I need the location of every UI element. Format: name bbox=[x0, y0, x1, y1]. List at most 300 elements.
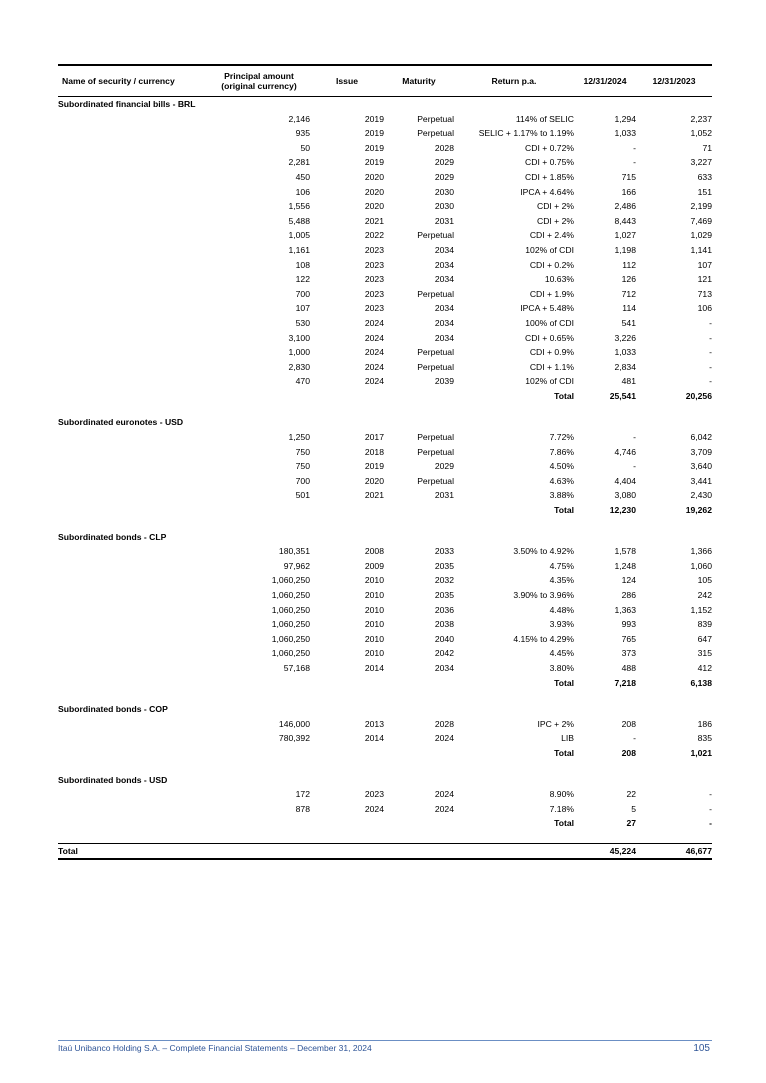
issue-year: 2021 bbox=[364, 490, 384, 501]
total-2024: 27 bbox=[626, 818, 636, 829]
return-rate: 3.80% bbox=[549, 662, 574, 673]
return-rate: CDI + 2.4% bbox=[529, 230, 574, 241]
maturity: 2032 bbox=[434, 575, 454, 586]
principal-amount: 97,962 bbox=[283, 560, 310, 571]
value-2024: 373 bbox=[621, 648, 636, 659]
principal-amount: 530 bbox=[295, 317, 310, 328]
issue-year: 2009 bbox=[364, 560, 384, 571]
value-2024: - bbox=[633, 432, 636, 443]
total-label: Total bbox=[554, 390, 574, 401]
principal-amount: 1,250 bbox=[288, 432, 310, 443]
maturity: 2038 bbox=[434, 619, 454, 630]
principal-amount: 1,060,250 bbox=[271, 590, 310, 600]
table-row bbox=[58, 646, 712, 661]
issue-year: 2024 bbox=[364, 376, 384, 387]
principal-amount: 2,830 bbox=[288, 361, 310, 372]
issue-year: 2014 bbox=[364, 662, 384, 673]
value-2023: 3,227 bbox=[690, 157, 712, 168]
return-rate: 8.90% bbox=[549, 789, 574, 800]
return-rate: 4.75% bbox=[549, 560, 574, 571]
spacer-row bbox=[58, 761, 712, 773]
value-2023: - bbox=[709, 376, 712, 387]
value-2024: 481 bbox=[621, 376, 636, 387]
return-rate: 102% of CDI bbox=[525, 244, 574, 255]
table-header-row bbox=[58, 65, 712, 97]
total-2023: 6,138 bbox=[690, 677, 712, 688]
principal-amount: 107 bbox=[295, 303, 310, 314]
issue-year: 2024 bbox=[364, 361, 384, 372]
value-2023: 839 bbox=[697, 619, 712, 630]
issue-year: 2023 bbox=[364, 303, 384, 314]
maturity: 2024 bbox=[434, 733, 454, 744]
maturity: Perpetual bbox=[417, 361, 454, 372]
return-rate: 7.18% bbox=[549, 803, 574, 814]
value-2024: 715 bbox=[621, 171, 636, 182]
maturity: 2034 bbox=[434, 259, 454, 270]
return-rate: CDI + 2% bbox=[536, 215, 574, 226]
value-2024: 1,363 bbox=[614, 604, 636, 615]
table-row bbox=[58, 185, 712, 200]
issue-year: 2020 bbox=[364, 171, 384, 182]
maturity: 2034 bbox=[434, 274, 454, 285]
value-2023: - bbox=[709, 789, 712, 800]
value-2023: 2,237 bbox=[690, 113, 712, 124]
row-name-cell bbox=[58, 258, 208, 273]
maturity: 2028 bbox=[434, 142, 454, 153]
principal-amount: 50 bbox=[300, 142, 310, 153]
issue-year: 2014 bbox=[364, 733, 384, 744]
issue-year: 2019 bbox=[364, 128, 384, 139]
header-principal-line1: Principal amount bbox=[224, 71, 294, 81]
row-name-cell bbox=[58, 185, 208, 200]
table-row bbox=[58, 459, 712, 474]
value-2024: 765 bbox=[621, 633, 636, 644]
table-row bbox=[58, 214, 712, 229]
principal-amount: 470 bbox=[295, 376, 310, 387]
return-rate: 4.45% bbox=[549, 648, 574, 659]
value-2023: 1,052 bbox=[690, 128, 712, 139]
maturity: 2034 bbox=[434, 244, 454, 255]
value-2024: 3,080 bbox=[614, 490, 636, 501]
value-2023: 647 bbox=[697, 633, 712, 644]
row-name-cell bbox=[58, 199, 208, 214]
issue-year: 2010 bbox=[364, 604, 384, 615]
spacer-cell bbox=[58, 403, 712, 415]
issue-year: 2010 bbox=[364, 648, 384, 659]
spacer-cell bbox=[58, 518, 712, 530]
return-rate: IPCA + 4.64% bbox=[520, 186, 574, 197]
empty-cell bbox=[208, 816, 310, 831]
value-2023: 713 bbox=[697, 288, 712, 299]
row-name-cell bbox=[58, 474, 208, 489]
total-label: Total bbox=[554, 677, 574, 688]
total-2023: 19,262 bbox=[685, 505, 712, 516]
empty-cell bbox=[384, 746, 454, 761]
value-2023: 1,152 bbox=[690, 604, 712, 615]
row-name-cell bbox=[58, 661, 208, 676]
return-rate: CDI + 2% bbox=[536, 201, 574, 212]
value-2023: 3,441 bbox=[690, 475, 712, 486]
principal-amount: 3,100 bbox=[288, 332, 310, 343]
value-2024: 4,404 bbox=[614, 475, 636, 486]
value-2023: 1,366 bbox=[690, 546, 712, 557]
principal-amount: 780,392 bbox=[278, 733, 310, 744]
row-name-cell bbox=[58, 559, 208, 574]
row-name-cell bbox=[58, 141, 208, 156]
principal-amount: 1,005 bbox=[288, 230, 310, 241]
return-rate: 4.15% to 4.29% bbox=[513, 633, 574, 644]
return-rate: 3.90% to 3.96% bbox=[513, 590, 574, 600]
total-2023: 1,021 bbox=[690, 747, 712, 758]
principal-amount: 172 bbox=[295, 789, 310, 800]
table-row bbox=[58, 170, 712, 185]
return-rate: 7.86% bbox=[549, 446, 574, 457]
maturity: 2029 bbox=[434, 171, 454, 182]
value-2024: 3,226 bbox=[614, 332, 636, 343]
principal-amount: 501 bbox=[295, 490, 310, 501]
spacer-row bbox=[58, 518, 712, 530]
issue-year: 2024 bbox=[364, 803, 384, 814]
section-title: Subordinated bonds - COP bbox=[58, 704, 168, 715]
table-row bbox=[58, 661, 712, 676]
value-2023: 106 bbox=[697, 303, 712, 314]
principal-amount: 1,060,250 bbox=[271, 633, 310, 644]
value-2024: 1,033 bbox=[614, 347, 636, 358]
principal-amount: 750 bbox=[295, 446, 310, 457]
empty-cell bbox=[310, 676, 384, 691]
total-label: Total bbox=[554, 747, 574, 758]
table-row bbox=[58, 430, 712, 445]
spacer-row bbox=[58, 690, 712, 702]
total-2023: 20,256 bbox=[685, 390, 712, 401]
value-2024: 993 bbox=[621, 619, 636, 630]
maturity: 2024 bbox=[434, 789, 454, 800]
row-name-cell bbox=[58, 445, 208, 460]
page-number: 105 bbox=[693, 1043, 710, 1054]
row-name-cell bbox=[58, 717, 208, 732]
grand-total-2024: 45,224 bbox=[574, 843, 636, 859]
value-2024: 5 bbox=[631, 803, 636, 814]
issue-year: 2024 bbox=[364, 347, 384, 358]
table-row bbox=[58, 360, 712, 375]
value-2023: 6,042 bbox=[690, 432, 712, 443]
principal-amount: 1,060,250 bbox=[271, 604, 310, 615]
maturity: Perpetual bbox=[417, 113, 454, 124]
value-2024: 208 bbox=[621, 718, 636, 729]
table-row bbox=[58, 617, 712, 632]
issue-year: 2019 bbox=[364, 157, 384, 168]
issue-year: 2023 bbox=[364, 259, 384, 270]
row-name-cell bbox=[58, 243, 208, 258]
value-2023: 1,029 bbox=[690, 230, 712, 241]
value-2023: 412 bbox=[697, 662, 712, 673]
value-2024: 2,834 bbox=[614, 361, 636, 372]
section-title-row bbox=[58, 415, 712, 430]
total-2023: - bbox=[709, 818, 712, 829]
maturity: 2034 bbox=[434, 317, 454, 328]
subordinated-debt-table bbox=[58, 64, 712, 860]
row-name-cell bbox=[58, 617, 208, 632]
return-rate: 114% of SELIC bbox=[515, 113, 574, 124]
value-2023: - bbox=[709, 347, 712, 358]
row-name-cell bbox=[58, 430, 208, 445]
value-2024: 112 bbox=[622, 259, 636, 270]
table-row bbox=[58, 603, 712, 618]
table-row bbox=[58, 787, 712, 802]
empty-cell bbox=[310, 843, 384, 859]
value-2023: 1,060 bbox=[690, 560, 712, 571]
issue-year: 2020 bbox=[364, 201, 384, 212]
header-principal-line2: (original currency) bbox=[221, 81, 297, 91]
value-2024: 1,294 bbox=[614, 113, 636, 124]
row-name-cell bbox=[58, 316, 208, 331]
principal-amount: 108 bbox=[295, 259, 310, 270]
value-2023: - bbox=[709, 803, 712, 814]
issue-year: 2020 bbox=[364, 186, 384, 197]
value-2024: 166 bbox=[621, 186, 636, 197]
return-rate: 3.93% bbox=[549, 619, 574, 630]
table-row bbox=[58, 243, 712, 258]
maturity: Perpetual bbox=[417, 446, 454, 457]
value-2024: 114 bbox=[622, 303, 636, 314]
return-rate: 4.63% bbox=[549, 475, 574, 486]
row-name-cell bbox=[58, 214, 208, 229]
value-2023: 835 bbox=[697, 733, 712, 744]
row-name-cell bbox=[58, 374, 208, 389]
return-rate: IPCA + 5.48% bbox=[520, 303, 574, 314]
value-2023: 186 bbox=[697, 718, 712, 729]
value-2024: 2,486 bbox=[614, 201, 636, 212]
principal-amount: 750 bbox=[295, 461, 310, 472]
return-rate: CDI + 0.75% bbox=[525, 157, 574, 168]
return-rate: CDI + 1.85% bbox=[525, 171, 574, 182]
table-row bbox=[58, 199, 712, 214]
return-rate: IPC + 2% bbox=[537, 718, 574, 729]
spacer-cell bbox=[58, 831, 712, 844]
empty-cell bbox=[310, 389, 384, 404]
table-row bbox=[58, 632, 712, 647]
principal-amount: 1,060,250 bbox=[271, 648, 310, 659]
maturity: 2031 bbox=[434, 215, 454, 226]
maturity: 2031 bbox=[434, 490, 454, 501]
row-name-cell bbox=[58, 272, 208, 287]
value-2023: 633 bbox=[697, 171, 712, 182]
empty-cell bbox=[208, 676, 310, 691]
section-title-row bbox=[58, 530, 712, 545]
return-rate: 3.50% to 4.92% bbox=[513, 546, 574, 557]
return-rate: 100% of CDI bbox=[525, 317, 574, 328]
table-row bbox=[58, 141, 712, 156]
table-row bbox=[58, 272, 712, 287]
issue-year: 2021 bbox=[364, 215, 384, 226]
return-rate: 4.35% bbox=[549, 575, 574, 586]
row-name-cell bbox=[58, 632, 208, 647]
table-row bbox=[58, 126, 712, 141]
value-2024: 8,443 bbox=[614, 215, 636, 226]
spacer-cell bbox=[58, 690, 712, 702]
total-2024: 7,218 bbox=[614, 677, 636, 688]
table-row bbox=[58, 228, 712, 243]
maturity: 2033 bbox=[434, 546, 454, 557]
row-name-cell bbox=[58, 112, 208, 127]
value-2024: 126 bbox=[621, 274, 636, 285]
row-name-cell bbox=[58, 360, 208, 375]
total-2024: 25,541 bbox=[609, 390, 636, 401]
value-2023: 107 bbox=[697, 259, 712, 270]
maturity: Perpetual bbox=[417, 347, 454, 358]
principal-amount: 1,000 bbox=[288, 347, 310, 358]
value-2024: 541 bbox=[621, 317, 636, 328]
table-row bbox=[58, 374, 712, 389]
total-2024: 12,230 bbox=[609, 505, 636, 516]
return-rate: CDI + 0.72% bbox=[525, 142, 574, 153]
spacer-cell bbox=[58, 761, 712, 773]
maturity: 2030 bbox=[434, 186, 454, 197]
issue-year: 2020 bbox=[364, 475, 384, 486]
row-name-cell bbox=[58, 301, 208, 316]
table-row bbox=[58, 316, 712, 331]
row-name-cell bbox=[58, 802, 208, 817]
total-label: Total bbox=[554, 505, 574, 516]
issue-year: 2024 bbox=[364, 317, 384, 328]
principal-amount: 2,146 bbox=[288, 113, 310, 124]
principal-amount: 935 bbox=[295, 128, 310, 139]
return-rate: 4.50% bbox=[549, 461, 574, 472]
grand-total-row bbox=[58, 843, 712, 859]
maturity: 2030 bbox=[434, 201, 454, 212]
table-row bbox=[58, 331, 712, 346]
section-title: Subordinated financial bills - BRL bbox=[58, 99, 196, 109]
empty-cell bbox=[58, 746, 208, 761]
principal-amount: 878 bbox=[295, 803, 310, 814]
value-2023: 105 bbox=[697, 575, 712, 586]
return-rate: 4.48% bbox=[549, 604, 574, 615]
row-name-cell bbox=[58, 287, 208, 302]
maturity: 2039 bbox=[434, 376, 454, 387]
issue-year: 2022 bbox=[364, 230, 384, 241]
row-name-cell bbox=[58, 126, 208, 141]
value-2024: 488 bbox=[621, 662, 636, 673]
empty-cell bbox=[384, 816, 454, 831]
maturity: 2029 bbox=[434, 157, 454, 168]
maturity: 2035 bbox=[434, 560, 454, 571]
empty-cell bbox=[208, 503, 310, 518]
value-2023: 71 bbox=[702, 142, 712, 153]
row-name-cell bbox=[58, 459, 208, 474]
empty-cell bbox=[58, 676, 208, 691]
maturity: 2034 bbox=[434, 332, 454, 343]
empty-cell bbox=[384, 843, 454, 859]
total-2024: 208 bbox=[621, 747, 636, 758]
principal-amount: 1,060,250 bbox=[271, 575, 310, 586]
value-2024: 1,578 bbox=[614, 546, 636, 557]
value-2023: - bbox=[709, 361, 712, 372]
table-row bbox=[58, 588, 712, 603]
return-rate: CDI + 1.1% bbox=[529, 361, 574, 372]
value-2024: - bbox=[633, 733, 636, 744]
row-name-cell bbox=[58, 544, 208, 559]
section-total-row bbox=[58, 503, 712, 518]
principal-amount: 1,556 bbox=[288, 201, 310, 212]
value-2024: - bbox=[633, 461, 636, 472]
section-title-row bbox=[58, 702, 712, 717]
value-2024: 1,198 bbox=[614, 244, 636, 255]
empty-cell bbox=[384, 676, 454, 691]
issue-year: 2023 bbox=[364, 789, 384, 800]
header-maturity: Maturity bbox=[384, 65, 454, 97]
row-name-cell bbox=[58, 731, 208, 746]
value-2023: 1,141 bbox=[690, 244, 712, 255]
table-row bbox=[58, 474, 712, 489]
value-2023: 7,469 bbox=[690, 215, 712, 226]
issue-year: 2010 bbox=[364, 575, 384, 586]
spacer-row bbox=[58, 831, 712, 844]
header-2024: 12/31/2024 bbox=[574, 65, 636, 97]
value-2024: 712 bbox=[621, 288, 636, 299]
row-name-cell bbox=[58, 787, 208, 802]
value-2024: 1,033 bbox=[614, 128, 636, 139]
maturity: 2028 bbox=[434, 718, 454, 729]
maturity: 2040 bbox=[434, 633, 454, 644]
table-row bbox=[58, 731, 712, 746]
row-name-cell bbox=[58, 155, 208, 170]
value-2023: 3,709 bbox=[690, 446, 712, 457]
issue-year: 2023 bbox=[364, 288, 384, 299]
section-title: Subordinated euronotes - USD bbox=[58, 417, 184, 428]
empty-cell bbox=[310, 816, 384, 831]
value-2023: - bbox=[709, 317, 712, 328]
row-name-cell bbox=[58, 588, 208, 603]
row-name-cell bbox=[58, 345, 208, 360]
table-body bbox=[58, 97, 712, 859]
value-2024: 1,248 bbox=[614, 560, 636, 571]
table-row bbox=[58, 287, 712, 302]
value-2024: 4,746 bbox=[614, 446, 636, 457]
maturity: Perpetual bbox=[417, 230, 454, 241]
table-row bbox=[58, 488, 712, 503]
issue-year: 2010 bbox=[364, 633, 384, 644]
section-total-row bbox=[58, 816, 712, 831]
table-row bbox=[58, 717, 712, 732]
empty-cell bbox=[58, 503, 208, 518]
row-name-cell bbox=[58, 488, 208, 503]
value-2023: 242 bbox=[697, 590, 712, 600]
table-row bbox=[58, 544, 712, 559]
maturity: 2042 bbox=[434, 648, 454, 659]
maturity: Perpetual bbox=[417, 432, 454, 443]
maturity: 2034 bbox=[434, 662, 454, 673]
principal-amount: 1,060,250 bbox=[271, 619, 310, 630]
header-principal bbox=[208, 65, 310, 97]
section-title: Subordinated bonds - USD bbox=[58, 774, 168, 785]
return-rate: 102% of CDI bbox=[525, 376, 574, 387]
section-total-row bbox=[58, 746, 712, 761]
row-name-cell bbox=[58, 603, 208, 618]
principal-amount: 106 bbox=[295, 186, 310, 197]
issue-year: 2018 bbox=[364, 446, 384, 457]
issue-year: 2023 bbox=[364, 244, 384, 255]
header-2023: 12/31/2023 bbox=[636, 65, 712, 97]
table-row bbox=[58, 445, 712, 460]
return-rate: CDI + 0.2% bbox=[529, 259, 574, 270]
principal-amount: 57,168 bbox=[283, 662, 310, 673]
value-2023: 2,199 bbox=[690, 201, 712, 212]
principal-amount: 2,281 bbox=[288, 157, 310, 168]
return-rate: CDI + 1.9% bbox=[529, 288, 574, 299]
value-2023: 2,430 bbox=[690, 490, 712, 501]
table-row bbox=[58, 559, 712, 574]
issue-year: 2019 bbox=[364, 113, 384, 124]
